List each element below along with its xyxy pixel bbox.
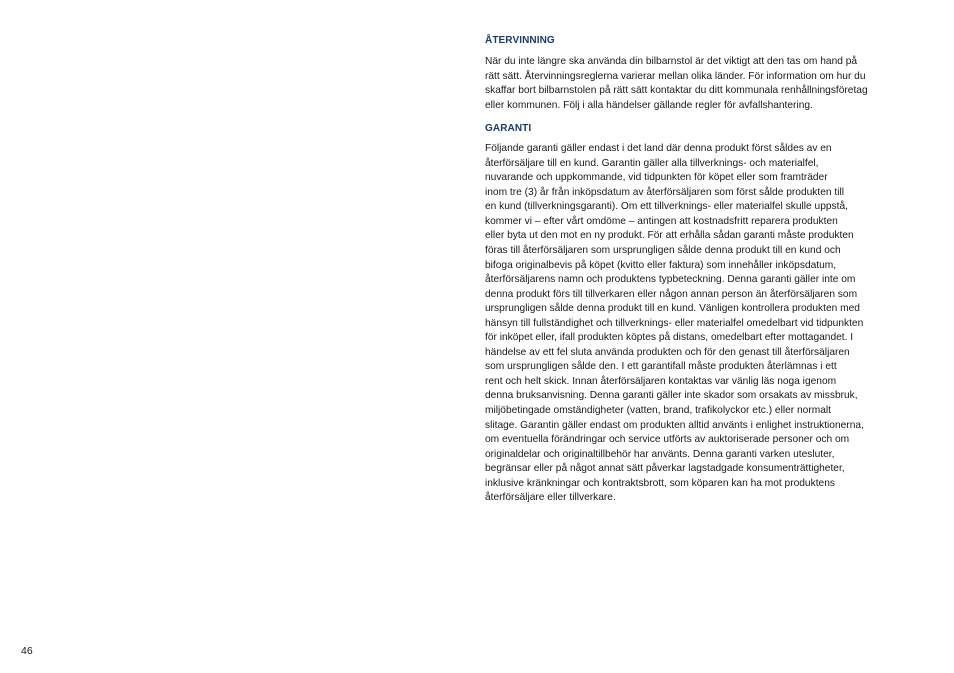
- warranty-section: [485, 122, 925, 506]
- page-content: [485, 34, 925, 506]
- warranty-line: återförsäljarens namn och produktens typbeteckning. Denna garanti gäller inte om: [485, 274, 856, 286]
- warranty-line: Följande garanti gäller endast i det land där denna produkt först såldes av en: [485, 143, 832, 155]
- warranty-line: återförsäljare eller tillverkare.: [485, 492, 616, 504]
- warranty-line: återförsäljare till en kund. Garantin gäller alla tillverknings- och materialfel,: [485, 157, 819, 169]
- warranty-line: rent och helt skick. Innan återförsäljaren kontaktas var vänlig läs noga igenom: [485, 375, 837, 387]
- warranty-line: denna produkt förs till tillverkaren eller någon annan person än återförsäljaren som: [485, 288, 858, 300]
- recycling-line: rätt sätt. Återvinningsreglerna varierar mellan olika länder. För information om hur du: [485, 70, 866, 82]
- warranty-line: för inköpet eller, ifall produkten köptes på distans, omedelbart efter mottagandet. I: [485, 332, 854, 344]
- warranty-line: kommer vi – efter vårt omdöme – antingen att kostnadsfritt reparera produkten: [485, 215, 838, 227]
- warranty-line: nuvarande och uppkommande, vid tidpunkten för köpet eller som framträder: [485, 172, 828, 184]
- warranty-line: bifoga originalbevis på köpet (kvitto eller faktura) som innehåller inköpsdatum,: [485, 259, 837, 271]
- recycling-heading: ÅTERVINNING: [485, 35, 555, 46]
- warranty-line: hänsyn till fullständighet och tillverknings- eller materialfel omedelbart vid tidpunkten: [485, 317, 864, 329]
- recycling-section: [485, 34, 925, 113]
- warranty-line: originaldelar och originaltillbehör har använts. Denna garanti varken utesluter,: [485, 448, 835, 460]
- warranty-line: slitage. Garantin gäller endast om produkten alltid använts i enlighet instruktionerna,: [485, 419, 864, 431]
- warranty-line: föras till återförsäljaren som ursprungligen sålde denna produkt till en kund och: [485, 245, 841, 257]
- warranty-heading: GARANTI: [485, 123, 532, 135]
- warranty-line: som ursprungligen sålde den. I ett garantifall måste produkten återlämnas i ett: [485, 361, 837, 373]
- warranty-line: ursprungligen sålde denna produkt till en kund. Vänligen kontrollera produkten med: [485, 303, 860, 315]
- warranty-line: eller byta ut den mot en ny produkt. För att erhålla sådan garanti måste produkten: [485, 230, 854, 242]
- recycling-line: När du inte längre ska använda din bilbarnstol är det viktigt att den tas om hand på: [485, 56, 858, 67]
- recycling-line: eller kommunen. Följ i alla händelser gällande regler för avfallshantering.: [485, 99, 813, 111]
- page-number: 46: [21, 645, 33, 657]
- warranty-line: om eventuella förändringar och service utförts av auktoriserade personer och om: [485, 434, 850, 446]
- warranty-line: begränsar eller på något annat sätt påverkar lagstadgade konsumenträttigheter,: [485, 463, 845, 475]
- warranty-line: miljöbetingade omständigheter (vatten, brand, trafikolyckor etc.) eller normalt: [485, 405, 831, 417]
- warranty-line: denna bruksanvisning. Denna garanti gäller inte skador som orsakats av missbruk,: [485, 390, 858, 402]
- right-page: [477, 0, 954, 673]
- recycling-line: skaffar bort bilbarnstolen på rätt sätt kontaktar du ditt kommunala renhållningsföretag: [485, 85, 868, 97]
- warranty-line: inklusive kränkningar och kontraktsbrott, som köparen kan ha mot produktens: [485, 477, 835, 489]
- warranty-line: händelse av ett fel sluta använda produkten och för den genast till återförsäljaren: [485, 346, 850, 358]
- recycling-body: [485, 55, 925, 113]
- warranty-body: [485, 142, 925, 506]
- warranty-line: en kund (tillverkningsgaranti). Om ett tillverknings- eller materialfel skulle uppstå,: [485, 201, 848, 213]
- warranty-line: inom tre (3) år från inköpsdatum av återförsäljaren som först sålde produkten till: [485, 186, 844, 198]
